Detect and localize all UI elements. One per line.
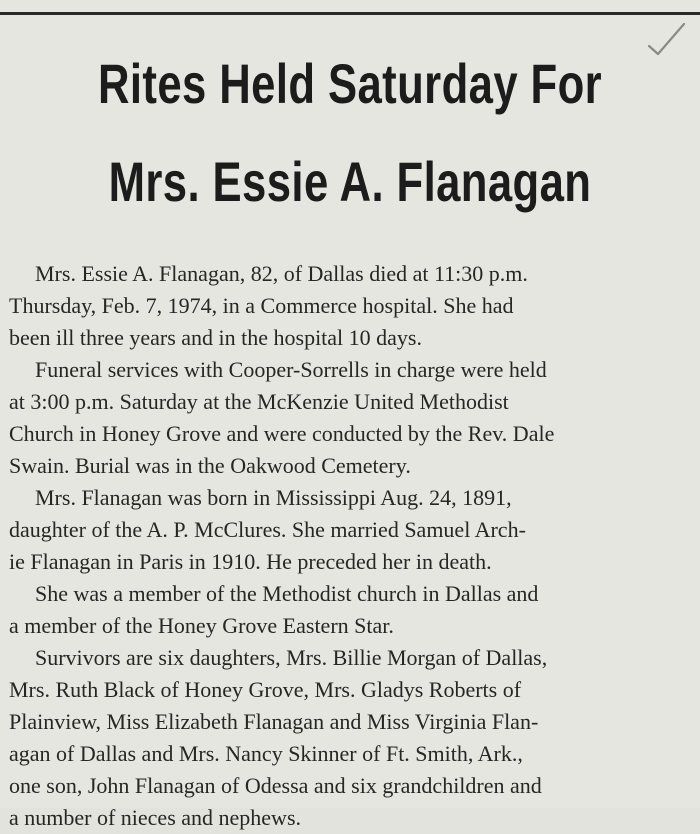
body-line: She was a member of the Methodist church in Dallas and <box>35 581 539 606</box>
body-line: ie Flanagan in Paris in 1910. He preceded her in death. <box>9 549 492 574</box>
headline-line-1: Rites Held Saturday For <box>97 52 603 115</box>
body-line: one son, John Flanagan of Odessa and six grandchildren and <box>9 773 542 798</box>
body-line: at 3:00 p.m. Saturday at the McKenzie United Methodist <box>9 389 509 414</box>
headline-line-2: Mrs. Essie A. Flanagan <box>108 150 592 213</box>
checkmark-icon <box>644 20 688 64</box>
body-line: Mrs. Flanagan was born in Mississippi Aug. 24, 1891, <box>35 485 512 510</box>
top-rule <box>0 12 700 15</box>
body-line: a member of the Honey Grove Eastern Star. <box>9 613 394 638</box>
body-line: Plainview, Miss Elizabeth Flanagan and Miss Virginia Flan- <box>9 709 539 734</box>
body-line: Survivors are six daughters, Mrs. Billie Morgan of Dallas, <box>35 645 548 670</box>
body-line: been ill three years and in the hospital 10 days. <box>9 325 422 350</box>
body-line: Church in Honey Grove and were conducted by the Rev. Dale <box>9 421 555 446</box>
body-line: Funeral services with Cooper-Sorrells in charge were held <box>35 357 547 382</box>
body-line: Mrs. Ruth Black of Honey Grove, Mrs. Gladys Roberts of <box>9 677 522 702</box>
body-line: a number of nieces and nephews. <box>9 805 302 830</box>
body-line: Swain. Burial was in the Oakwood Cemetery. <box>9 453 411 478</box>
article-body <box>9 258 689 834</box>
body-line: daughter of the A. P. McClures. She married Samuel Arch- <box>9 517 526 542</box>
body-line: Thursday, Feb. 7, 1974, in a Commerce hospital. She had <box>9 293 514 318</box>
body-line: agan of Dallas and Mrs. Nancy Skinner of Ft. Smith, Ark., <box>9 741 523 766</box>
body-line: Mrs. Essie A. Flanagan, 82, of Dallas died at 11:30 p.m. <box>35 261 528 286</box>
